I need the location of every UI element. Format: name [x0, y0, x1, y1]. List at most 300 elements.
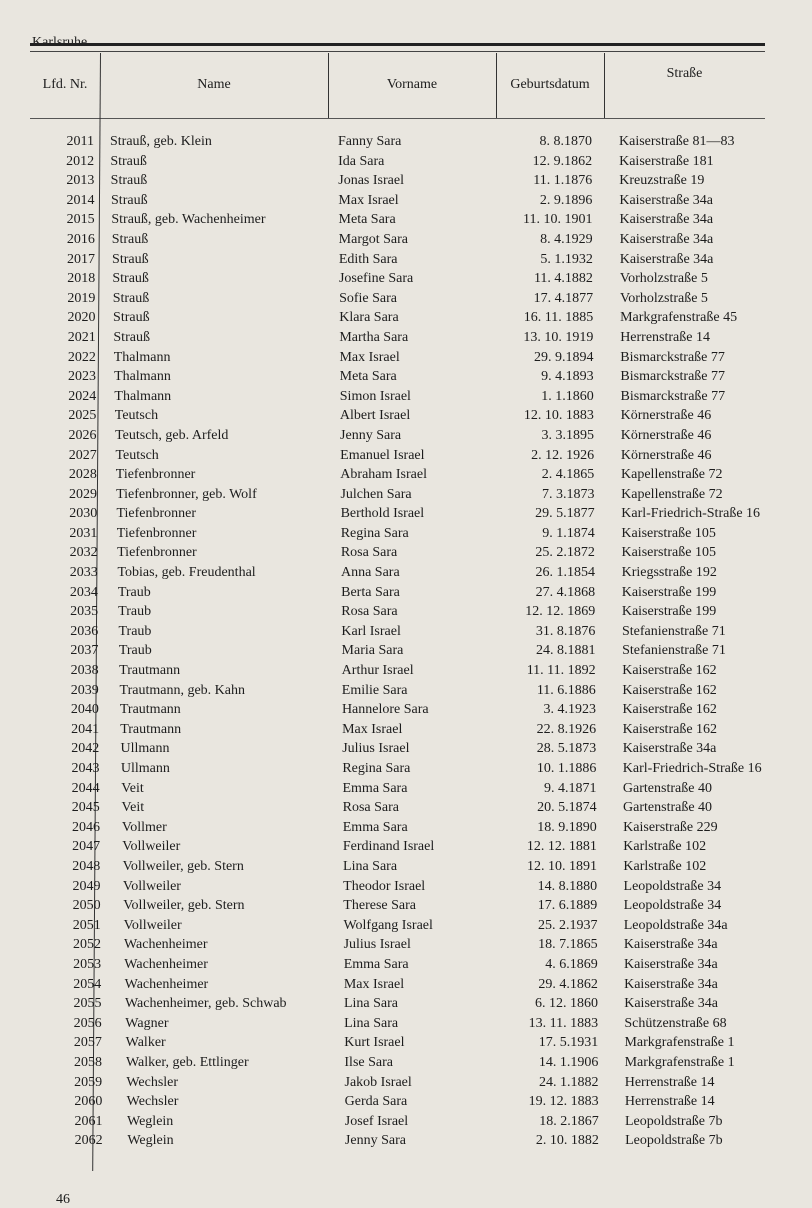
row-number: 2036	[70, 623, 99, 639]
row-street: Markgrafenstraße 45	[620, 310, 738, 326]
row-name: Veit	[121, 800, 145, 816]
row-street: Leopoldstraße 7b	[624, 1113, 723, 1129]
table-row	[0, 916, 812, 936]
row-birthdate: 6. 12. 1860	[534, 996, 598, 1012]
row-number: 2032	[69, 545, 98, 561]
row-vorname: Meta Sara	[338, 212, 396, 228]
row-name: Strauß	[110, 153, 147, 169]
row-street: Körnerstraße 46	[620, 447, 712, 463]
row-vorname: Max Israel	[342, 721, 403, 737]
table-row	[0, 543, 812, 563]
row-vorname: Max Israel	[343, 976, 405, 992]
top-rule	[30, 43, 765, 46]
table-row	[0, 387, 812, 407]
row-street: Leopoldstraße 34a	[623, 917, 728, 933]
row-vorname: Julchen Sara	[340, 486, 412, 502]
row-street: Kapellenstraße 72	[621, 486, 723, 502]
row-street: Kaiserstraße 199	[621, 604, 717, 620]
row-vorname: Margot Sara	[338, 231, 409, 247]
table-row	[0, 602, 812, 622]
row-number: 2041	[71, 721, 100, 737]
row-birthdate: 7. 3.1873	[541, 486, 595, 502]
row-number: 2035	[70, 604, 99, 620]
row-street: Körnerstraße 46	[620, 408, 712, 424]
row-number: 2061	[74, 1113, 103, 1129]
row-name: Tiefenbronner	[117, 545, 197, 561]
column-divider	[604, 53, 605, 118]
row-name: Wachenheimer	[124, 976, 209, 992]
row-name: Strauß	[110, 173, 148, 189]
row-vorname: Emanuel Israel	[340, 447, 425, 463]
row-birthdate: 11. 6.1886	[536, 682, 596, 698]
row-birthdate: 28. 5.1873	[536, 741, 597, 757]
row-vorname: Ferdinand Israel	[342, 839, 435, 855]
row-street: Kaiserstraße 162	[622, 682, 717, 698]
table-row	[0, 191, 812, 211]
row-name: Wachenheimer, geb. Schwab	[124, 996, 287, 1012]
row-number: 2030	[69, 506, 98, 522]
row-vorname: Abraham Israel	[340, 467, 427, 483]
row-name: Trautmann	[120, 721, 182, 737]
table-row	[0, 446, 812, 466]
row-street: Kaiserstraße 34a	[623, 956, 718, 972]
row-name: Strauß	[112, 271, 149, 287]
row-birthdate: 3. 4.1923	[543, 702, 596, 718]
row-vorname: Theodor Israel	[343, 878, 426, 894]
row-number: 2022	[67, 349, 96, 365]
table-row	[0, 1053, 812, 1073]
table-row	[0, 406, 812, 426]
table-row	[0, 210, 812, 230]
row-birthdate: 11. 10. 1901	[523, 212, 593, 228]
row-number: 2034	[69, 584, 98, 600]
row-number: 2026	[68, 427, 97, 443]
row-birthdate: 14. 8.1880	[537, 878, 598, 894]
row-birthdate: 18. 7.1865	[538, 937, 598, 953]
row-birthdate: 12. 9.1862	[532, 153, 593, 169]
row-birthdate: 13. 10. 1919	[523, 329, 594, 345]
table-row	[0, 1092, 812, 1112]
col-header-lfd-nr: Lfd. Nr.	[42, 77, 88, 92]
row-name: Teutsch	[115, 447, 159, 463]
row-name: Wachenheimer	[123, 937, 208, 953]
page-number: 46	[56, 1192, 70, 1207]
table-row	[0, 622, 812, 642]
row-birthdate: 14. 1.1906	[538, 1054, 599, 1070]
row-street: Kaiserstraße 105	[621, 545, 716, 561]
row-street: Leopoldstraße 34	[623, 878, 722, 894]
row-street: Kaiserstraße 81—83	[619, 134, 735, 149]
row-number: 2023	[68, 369, 97, 385]
row-street: Kaiserstraße 199	[621, 584, 717, 600]
row-number: 2027	[68, 447, 97, 463]
row-vorname: Julius Israel	[342, 741, 410, 757]
table-row	[0, 289, 812, 309]
col-header-name: Name	[197, 77, 231, 92]
row-vorname: Martha Sara	[339, 329, 409, 345]
row-vorname: Sofie Sara	[339, 290, 398, 306]
row-number: 2033	[69, 565, 98, 581]
row-name: Trautmann	[119, 663, 181, 679]
row-street: Kaiserstraße 34a	[624, 996, 718, 1012]
row-name: Strauß	[112, 251, 149, 267]
row-vorname: Rosa Sara	[340, 545, 398, 561]
row-number: 2048	[72, 858, 101, 874]
row-number: 2021	[67, 329, 96, 345]
row-name: Wechsler	[126, 1074, 179, 1090]
row-vorname: Berta Sara	[341, 584, 400, 600]
row-street: Schützenstraße 68	[624, 1015, 727, 1031]
row-number: 2040	[70, 702, 99, 718]
row-street: Kaiserstraße 34a	[624, 976, 718, 992]
row-number: 2028	[68, 467, 97, 483]
row-birthdate: 29. 4.1862	[538, 976, 598, 992]
table-row	[0, 935, 812, 955]
row-number: 2059	[74, 1074, 103, 1090]
row-name: Strauß, geb. Wachenheimer	[111, 212, 266, 228]
row-name: Vollmer	[121, 819, 167, 835]
row-vorname: Ilse Sara	[344, 1054, 393, 1070]
row-name: Weglein	[127, 1133, 174, 1149]
row-street: Bismarckstraße 77	[620, 388, 726, 404]
row-number: 2025	[68, 408, 97, 424]
row-name: Traub	[117, 584, 151, 600]
row-name: Thalmann	[114, 388, 172, 404]
row-name: Tiefenbronner, geb. Wolf	[116, 486, 257, 502]
table-row	[0, 348, 812, 368]
row-name: Wechsler	[126, 1094, 179, 1110]
row-birthdate: 9. 4.1871	[543, 780, 597, 796]
table-row	[0, 269, 812, 289]
row-birthdate: 20. 5.1874	[537, 800, 597, 816]
row-birthdate: 11. 4.1882	[533, 271, 593, 287]
row-birthdate: 22. 8.1926	[536, 721, 597, 737]
col-header-strasse: Straße	[666, 66, 703, 81]
row-number: 2056	[73, 1015, 102, 1031]
row-street: Gartenstraße 40	[622, 780, 712, 796]
row-birthdate: 17. 4.1877	[533, 290, 594, 306]
row-street: Karlstraße 102	[623, 839, 707, 855]
row-street: Kaiserstraße 34a	[619, 192, 714, 208]
row-number: 2060	[74, 1094, 103, 1110]
row-street: Leopoldstraße 7b	[625, 1133, 723, 1149]
row-vorname: Emma Sara	[343, 956, 409, 972]
col-header-vorname: Vorname	[386, 77, 438, 92]
row-vorname: Hannelore Sara	[341, 702, 429, 718]
row-name: Thalmann	[114, 369, 171, 385]
table-row	[0, 896, 812, 916]
table-row	[0, 877, 812, 897]
table-row	[0, 328, 812, 348]
row-name: Wagner	[125, 1015, 169, 1031]
row-birthdate: 2. 4.1865	[541, 467, 595, 483]
row-vorname: Jonas Israel	[338, 173, 404, 189]
row-vorname: Gerda Sara	[344, 1094, 408, 1110]
row-vorname: Jenny Sara	[344, 1133, 406, 1149]
table-row	[0, 524, 812, 544]
row-vorname: Max Israel	[338, 192, 399, 208]
row-street: Kaiserstraße 229	[623, 819, 718, 835]
row-birthdate: 1. 1.1860	[541, 388, 594, 404]
row-street: Leopoldstraße 34	[623, 898, 722, 914]
row-name: Strauß	[113, 310, 150, 326]
row-number: 2018	[67, 271, 96, 287]
table-row	[0, 1014, 812, 1034]
row-number: 2052	[72, 937, 101, 953]
row-vorname: Maria Sara	[341, 643, 404, 659]
row-name: Strauß	[111, 192, 148, 208]
row-name: Trautmann, geb. Kahn	[119, 682, 245, 698]
row-birthdate: 2. 9.1896	[539, 192, 593, 208]
table-row	[0, 504, 812, 524]
table-row	[0, 171, 812, 191]
row-street: Herrenstraße 14	[624, 1094, 715, 1110]
row-vorname: Berthold Israel	[340, 506, 425, 522]
row-number: 2047	[72, 839, 101, 855]
column-divider	[328, 53, 329, 118]
row-name: Traub	[118, 643, 152, 659]
row-street: Kaiserstraße 34a	[623, 937, 718, 953]
table-row	[0, 759, 812, 779]
column-divider	[496, 53, 497, 118]
table-row	[0, 955, 812, 975]
row-vorname: Regina Sara	[340, 525, 409, 541]
row-birthdate: 2. 10. 1882	[535, 1133, 599, 1149]
row-vorname: Lina Sara	[343, 858, 398, 874]
row-number: 2043	[71, 761, 100, 776]
row-street: Vorholzstraße 5	[619, 271, 708, 287]
row-birthdate: 8. 4.1929	[540, 231, 593, 247]
row-number: 2017	[67, 251, 96, 267]
table-row	[0, 994, 812, 1014]
row-vorname: Rosa Sara	[342, 800, 399, 816]
row-street: Kaiserstraße 34a	[619, 251, 714, 267]
register-table-body	[0, 132, 812, 1151]
row-vorname: Jenny Sara	[340, 427, 402, 443]
row-number: 2037	[70, 643, 99, 659]
row-birthdate: 9. 4.1893	[541, 369, 594, 385]
row-number: 2038	[70, 663, 99, 679]
row-birthdate: 17. 5.1931	[538, 1035, 599, 1051]
row-vorname: Therese Sara	[343, 898, 416, 914]
row-number: 2049	[72, 878, 101, 894]
row-birthdate: 5. 1.1932	[540, 251, 593, 267]
row-number: 2055	[73, 996, 102, 1012]
table-row	[0, 641, 812, 661]
table-row	[0, 739, 812, 759]
row-vorname: Max Israel	[339, 349, 400, 365]
table-row	[0, 818, 812, 838]
row-number: 2016	[66, 231, 95, 247]
row-name: Vollweiler	[123, 917, 182, 933]
row-number: 2057	[73, 1035, 102, 1051]
row-birthdate: 26. 1.1854	[535, 565, 595, 581]
row-name: Traub	[118, 623, 152, 639]
table-row	[0, 661, 812, 681]
row-vorname: Albert Israel	[339, 408, 411, 424]
row-vorname: Kurt Israel	[344, 1035, 405, 1051]
row-name: Strauß, geb. Klein	[110, 134, 212, 149]
row-street: Körnerstraße 46	[620, 427, 712, 443]
row-name: Wachenheimer	[124, 956, 208, 972]
table-row	[0, 250, 812, 270]
row-name: Traub	[118, 604, 152, 620]
row-birthdate: 12. 10. 1883	[523, 408, 594, 424]
table-row	[0, 720, 812, 740]
row-name: Tiefenbronner	[116, 525, 197, 541]
row-vorname: Ida Sara	[338, 153, 385, 169]
table-row	[0, 583, 812, 603]
row-name: Ullmann	[120, 761, 170, 776]
row-vorname: Josefine Sara	[338, 271, 414, 287]
row-vorname: Josef Israel	[344, 1113, 409, 1129]
table-row	[0, 152, 812, 172]
row-street: Herrenstraße 14	[620, 329, 710, 345]
row-street: Kaiserstraße 162	[622, 702, 717, 718]
row-street: Markgrafenstraße 1	[624, 1054, 735, 1070]
row-number: 2020	[67, 310, 96, 326]
row-birthdate: 18. 9.1890	[537, 819, 597, 835]
row-name: Walker	[125, 1035, 166, 1051]
row-street: Karl-Friedrich-Straße 16	[622, 761, 762, 776]
row-name: Strauß	[111, 231, 149, 247]
row-vorname: Jakob Israel	[344, 1074, 412, 1090]
row-vorname: Lina Sara	[344, 1015, 399, 1031]
table-row	[0, 465, 812, 485]
row-name: Walker, geb. Ettlinger	[125, 1054, 249, 1070]
row-birthdate: 12. 12. 1869	[525, 604, 596, 620]
table-row	[0, 837, 812, 857]
row-street: Stefanienstraße 71	[622, 643, 726, 659]
row-number: 2054	[73, 976, 102, 992]
row-birthdate: 16. 11. 1885	[523, 310, 594, 326]
row-name: Strauß	[113, 329, 150, 345]
table-row	[0, 485, 812, 505]
table-row	[0, 857, 812, 877]
row-birthdate: 10. 1.1886	[536, 761, 597, 776]
row-birthdate: 25. 2.1872	[535, 545, 595, 561]
table-row	[0, 975, 812, 995]
row-vorname: Emma Sara	[342, 780, 408, 796]
row-number: 2045	[71, 800, 100, 816]
row-street: Karlstraße 102	[623, 858, 707, 874]
row-number: 2062	[74, 1133, 103, 1149]
row-name: Weglein	[127, 1113, 174, 1129]
row-birthdate: 11. 11. 1892	[526, 663, 596, 679]
row-name: Vollweiler	[122, 839, 181, 855]
row-street: Kaiserstraße 162	[622, 721, 718, 737]
row-street: Stefanienstraße 71	[621, 623, 726, 639]
row-birthdate: 2. 12. 1926	[531, 447, 595, 463]
row-birthdate: 29. 5.1877	[535, 506, 595, 522]
row-street: Karl-Friedrich-Straße 16	[621, 506, 761, 522]
row-street: Kaiserstraße 181	[619, 153, 714, 169]
row-birthdate: 24. 1.1882	[539, 1074, 599, 1090]
row-vorname: Julius Israel	[343, 937, 411, 953]
row-name: Tiefenbronner	[115, 467, 196, 483]
row-birthdate: 27. 4.1868	[535, 584, 596, 600]
row-street: Kaiserstraße 34a	[619, 231, 714, 247]
row-number: 2019	[67, 290, 96, 306]
row-number: 2039	[70, 682, 99, 698]
table-row	[0, 700, 812, 720]
row-street: Bismarckstraße 77	[620, 369, 726, 385]
row-vorname: Simon Israel	[339, 388, 411, 404]
table-row	[0, 1033, 812, 1053]
row-number: 2042	[71, 741, 100, 757]
row-street: Kaiserstraße 162	[622, 663, 717, 679]
row-street: Kaiserstraße 34a	[622, 741, 717, 757]
row-birthdate: 31. 8.1876	[535, 623, 596, 639]
row-birthdate: 4. 6.1869	[545, 956, 598, 972]
row-number: 2029	[69, 486, 98, 502]
row-street: Bismarckstraße 77	[620, 349, 725, 365]
row-number: 2014	[66, 192, 95, 208]
row-name: Teutsch	[114, 408, 159, 424]
table-row	[0, 1131, 812, 1151]
col-header-geburtsdatum: Geburtsdatum	[510, 77, 590, 92]
row-vorname: Meta Sara	[339, 369, 397, 385]
row-vorname: Edith Sara	[338, 251, 398, 267]
row-birthdate: 3. 3.1895	[541, 427, 595, 443]
row-birthdate: 17. 6.1889	[537, 898, 598, 914]
row-birthdate: 11. 1.1876	[533, 173, 593, 189]
row-name: Ullmann	[120, 741, 170, 757]
row-vorname: Lina Sara	[343, 996, 398, 1012]
row-number: 2015	[66, 212, 95, 228]
table-row	[0, 230, 812, 250]
row-birthdate: 8. 8.1870	[539, 134, 592, 149]
row-name: Vollweiler	[122, 878, 181, 894]
table-row	[0, 132, 812, 152]
row-street: Kapellenstraße 72	[621, 467, 723, 483]
row-number: 2053	[73, 956, 102, 972]
row-name: Tiefenbronner	[116, 506, 197, 522]
row-birthdate: 12. 12. 1881	[526, 839, 597, 855]
row-street: Kreuzstraße 19	[619, 173, 705, 189]
row-number: 2013	[66, 173, 95, 189]
row-birthdate: 25. 2.1937	[537, 917, 598, 933]
row-birthdate: 13. 11. 1883	[528, 1015, 599, 1031]
row-name: Veit	[121, 780, 144, 796]
row-street: Kaiserstraße 105	[621, 525, 716, 541]
row-vorname: Emma Sara	[342, 819, 408, 835]
row-name: Vollweiler, geb. Stern	[123, 898, 245, 914]
header-rule	[30, 118, 765, 119]
row-name: Strauß	[112, 290, 150, 306]
row-number: 2024	[68, 388, 97, 404]
row-birthdate: 24. 8.1881	[536, 643, 596, 659]
table-row	[0, 779, 812, 799]
row-street: Vorholzstraße 5	[619, 290, 708, 306]
row-number: 2044	[71, 780, 100, 796]
row-street: Markgrafenstraße 1	[624, 1035, 735, 1051]
row-vorname: Anna Sara	[340, 565, 400, 581]
row-number: 2051	[72, 917, 101, 933]
row-vorname: Emilie Sara	[341, 682, 408, 698]
row-number: 2050	[72, 898, 101, 914]
row-street: Kaiserstraße 34a	[619, 212, 714, 228]
table-row	[0, 308, 812, 328]
row-name: Vollweiler, geb. Stern	[122, 858, 244, 874]
row-name: Teutsch, geb. Arfeld	[115, 427, 229, 443]
row-vorname: Klara Sara	[339, 310, 399, 326]
row-vorname: Rosa Sara	[341, 604, 398, 620]
row-vorname: Arthur Israel	[341, 663, 414, 679]
table-row	[0, 367, 812, 387]
table-row	[0, 1073, 812, 1093]
row-name: Thalmann	[113, 349, 171, 365]
